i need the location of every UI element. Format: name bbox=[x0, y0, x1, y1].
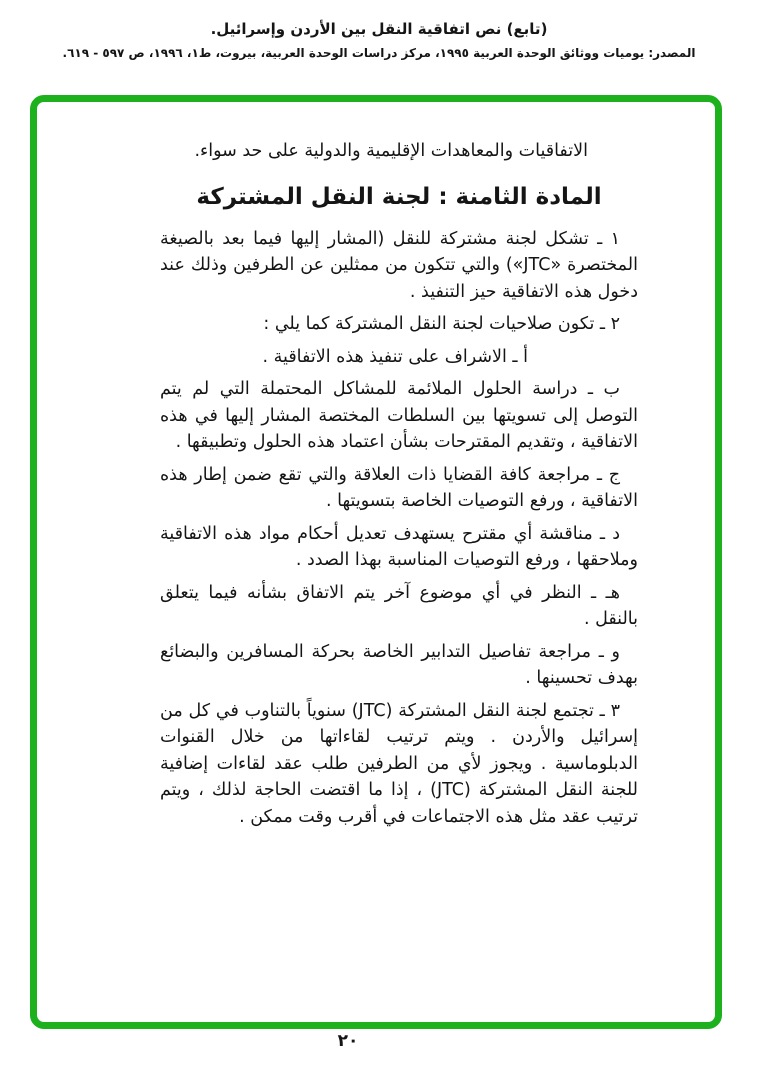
paragraph-item-b: ب ـ دراسة الحلول الملائمة للمشاكل المحتملة التي لم يتم التوصل إلى تسويتها بين السلطات المختصة المشار إليها في هذه الاتفاقية ، وتقديم المقترحات بشأن اعتماد هذه الحلول وتطبيقها . bbox=[160, 379, 638, 452]
document-title: (تابع) نص اتفاقية النقل بين الأردن وإسرائيل. bbox=[210, 20, 548, 38]
paragraph-clause-3: ٣ ـ تجتمع لجنة النقل المشتركة (JTC) سنوياً بالتناوب في كل من إسرائيل والأردن . ويتم ترتيب لقاءاتها من خلال القنوات الدبلوماسية . ويجوز لأي من الطرفين طلب عقد لقاءات إضافية للجنة النقل المشتركة (JTC) ، إذا ما اقتضت الحاجة لذلك ، ويتم ترتيب عقد مثل هذه الاجتماعات في أقرب وقت ممكن . bbox=[160, 700, 638, 827]
paragraph-item-e: هـ ـ النظر في أي موضوع آخر يتم الاتفاق بشأنه فيما يتعلق بالنقل . bbox=[160, 582, 638, 629]
paragraph-item-d: د ـ مناقشة أي مقترح يستهدف تعديل أحكام مواد هذه الاتفاقية وملاحقها ، ورفع التوصيات المناسبة بهذا الصدد . bbox=[160, 523, 638, 570]
document-header bbox=[0, 18, 758, 63]
paragraph-item-f: و ـ مراجعة تفاصيل التدابير الخاصة بحركة المسافرين والبضائع بهدف تحسينها . bbox=[160, 641, 638, 688]
paragraph-clause-1: ١ ـ تشكل لجنة مشتركة للنقل (المشار إليها فيما بعد بالصيغة المختصرة «JTC») والتي تتكون من ممثلين عن الطرفين وذلك عند دخول هذه الاتفاقية حيز التنفيذ . bbox=[160, 228, 638, 302]
article-body bbox=[160, 138, 638, 836]
paragraph-item-c: ج ـ مراجعة كافة القضايا ذات العلاقة والتي تقع ضمن إطار هذه الاتفاقية ، ورفع التوصيات الخاصة بتسويتها . bbox=[160, 464, 638, 511]
paragraph-clause-2: ٢ ـ تكون صلاحيات لجنة النقل المشتركة كما يلي : bbox=[263, 314, 620, 334]
page-number: ٢٠ bbox=[337, 1031, 359, 1051]
source-citation: المصدر: يوميات ووثائق الوحدة العربية ١٩٩٥، مركز دراسات الوحدة العربية، بيروت، ط١، ١٩٩٦، ص ٥٩٧ - ٦١٩. bbox=[62, 46, 696, 60]
paragraph-item-a: أ ـ الاشراف على تنفيذ هذه الاتفاقية . bbox=[262, 346, 528, 367]
continuation-text: الاتفاقيات والمعاهدات الإقليمية والدولية على حد سواء. bbox=[194, 141, 588, 161]
article-heading: المادة الثامنة : لجنة النقل المشتركة bbox=[196, 183, 602, 210]
